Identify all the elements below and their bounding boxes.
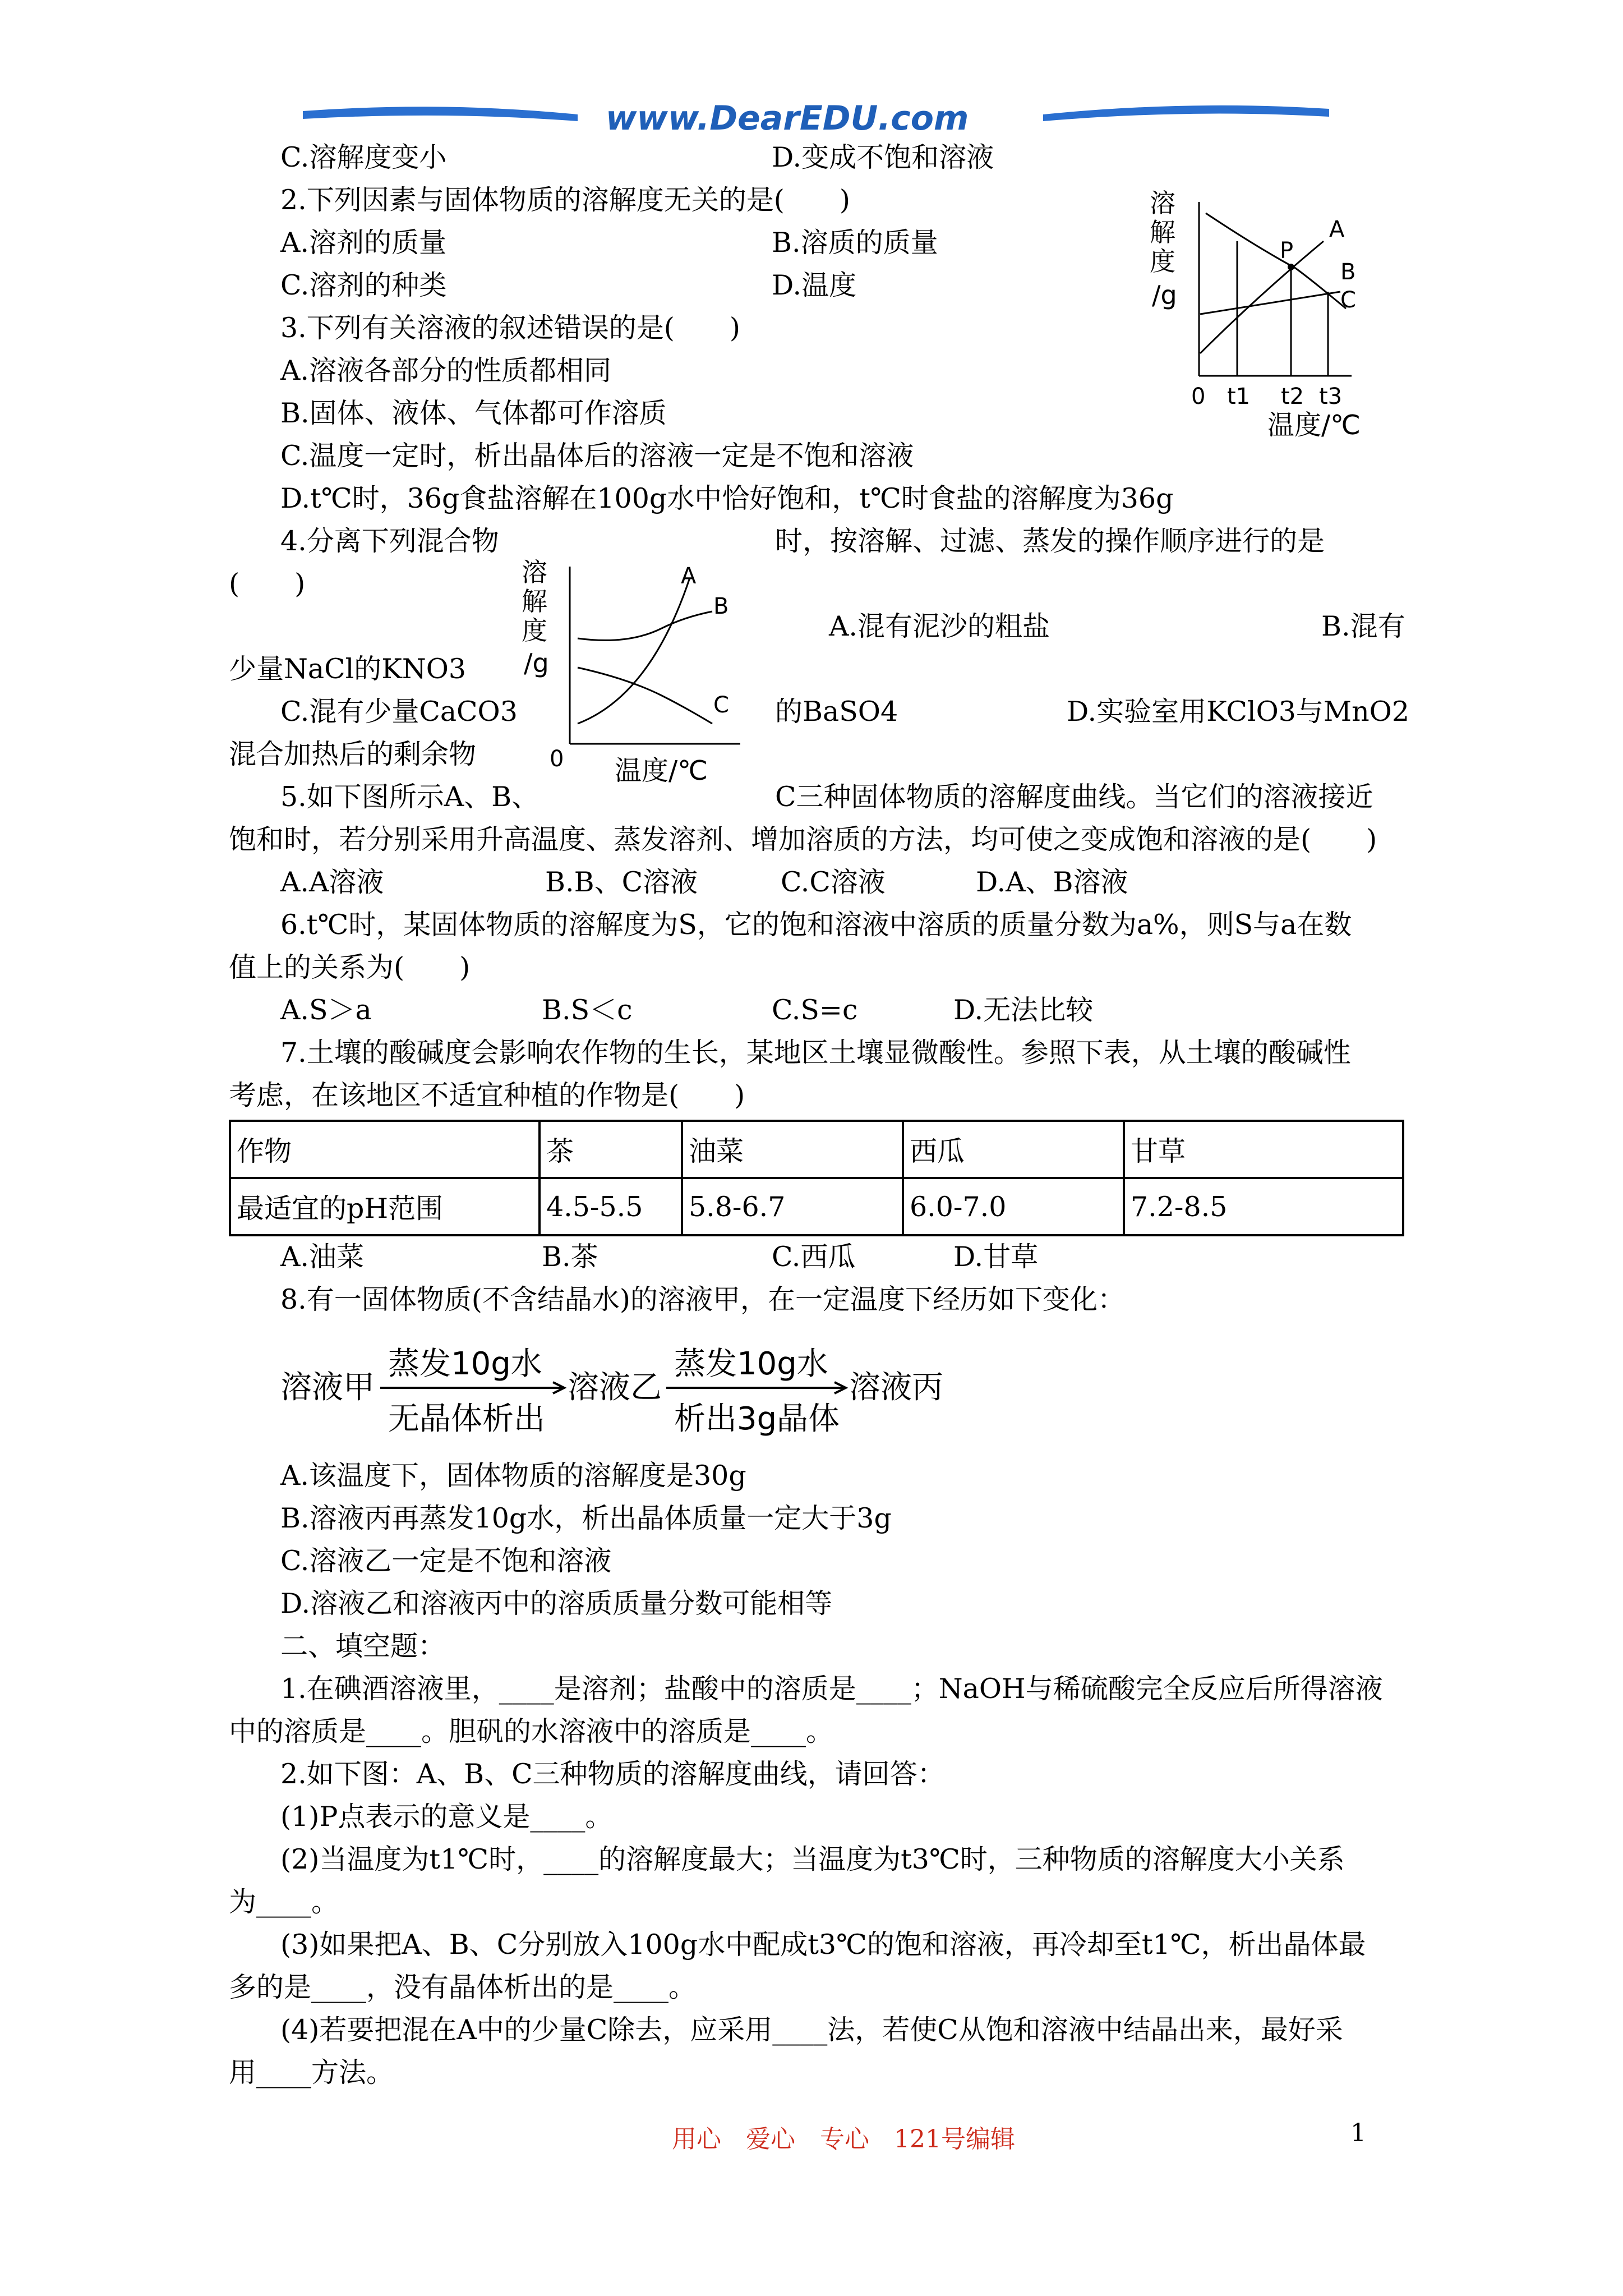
text-line: D.无法比较	[953, 994, 1094, 1026]
g2-ylabel-3: 度	[522, 615, 547, 646]
text-line: (3)如果把A、B、C分别放入100g水中配成t3℃的饱和溶液，再冷却至t1℃，析出晶体最	[280, 1929, 1366, 1961]
text-line: C.S=c	[772, 994, 858, 1026]
flow-step2-bottom: 析出3g晶体	[674, 1401, 840, 1437]
text-line: C.混有少量CaCO3	[280, 696, 518, 728]
text-line: ( )	[229, 568, 306, 600]
text-line: D.t℃时，36g食盐溶解在100g水中恰好饱和，t℃时食盐的溶解度为36g	[280, 482, 1174, 514]
flow-end: 溶液丙	[849, 1369, 943, 1406]
g2-xlabel: 温度/℃	[615, 755, 708, 786]
text-line: C.溶剂的种类	[280, 269, 447, 301]
text-line: B.固体、液体、气体都可作溶质	[280, 397, 667, 429]
text-line: D.实验室用KClO3与MnO2	[1067, 696, 1409, 728]
text-line: C.温度一定时，析出晶体后的溶液一定是不饱和溶液	[280, 440, 914, 472]
table-cell: 茶	[540, 1121, 682, 1178]
text-line: A.溶剂的质量	[280, 227, 446, 259]
g2-curve-b: B	[713, 593, 729, 619]
text-line: 8.有一固体物质(不含结晶水)的溶液甲，在一定温度下经历如下变化：	[280, 1283, 1125, 1315]
text-line: 用____方法。	[229, 2056, 394, 2088]
text-line: 6.t℃时，某固体物质的溶解度为S，它的饱和溶液中溶质的质量分数为a%，则S与a在数	[280, 909, 1352, 941]
table-cell: 4.5-5.5	[540, 1178, 682, 1235]
table-cell: 7.2-8.5	[1124, 1178, 1403, 1235]
flow-diagram	[280, 1335, 976, 1442]
text-line: A.溶液各部分的性质都相同	[280, 355, 611, 386]
g2-curve-a: A	[681, 563, 697, 589]
text-line: C.C溶液	[781, 866, 886, 898]
g2-ylabel-1: 溶	[522, 557, 547, 587]
text-line: 考虑，在该地区不适宜种植的作物是( )	[229, 1079, 745, 1111]
text-line: B.S＜c	[542, 994, 633, 1026]
table-cell: 5.8-6.7	[682, 1178, 903, 1235]
table-row	[230, 1178, 1403, 1235]
text-line: B.B、C溶液	[545, 866, 698, 898]
text-line: A.油菜	[280, 1241, 364, 1273]
site-url[interactable]: www.DearEDU.com	[606, 99, 969, 138]
g2-curve-c: C	[713, 692, 729, 718]
text-line: D.温度	[772, 269, 857, 301]
text-line: 2.下列因素与固体物质的溶解度无关的是( )	[280, 184, 850, 216]
text-line: 3.下列有关溶液的叙述错误的是( )	[280, 312, 740, 344]
g1-origin: 0	[1191, 384, 1206, 409]
g1-ylabel-1: 溶	[1150, 188, 1175, 218]
g1-xlabel: 温度/℃	[1267, 409, 1361, 441]
text-line: B.溶质的质量	[772, 227, 938, 259]
text-line: D.溶液乙和溶液丙中的溶质质量分数可能相等	[280, 1588, 833, 1619]
g2-origin: 0	[550, 746, 564, 772]
g1-point-p: P	[1280, 238, 1294, 264]
table-cell: 西瓜	[903, 1121, 1124, 1178]
flow-step1-top: 蒸发10g水	[388, 1346, 542, 1382]
flow-step1-bottom: 无晶体析出	[388, 1401, 545, 1437]
text-line: (1)P点表示的意义是____。	[280, 1801, 613, 1833]
table-cell: 作物	[230, 1121, 540, 1178]
footer-text: 用心 爱心 专心 121号编辑	[672, 2125, 1015, 2154]
g1-curve-b: B	[1340, 259, 1356, 285]
text-line: A.混有泥沙的粗盐	[829, 610, 1050, 642]
g1-curve-a: A	[1329, 217, 1345, 242]
text-line: B.混有	[1321, 610, 1405, 642]
text-line: 为____。	[229, 1886, 339, 1918]
text-line: 值上的关系为( )	[229, 951, 471, 983]
g1-tick-t1: t1	[1227, 384, 1251, 409]
text-line: 二、填空题：	[280, 1630, 446, 1662]
text-line: C.溶解度变小	[280, 141, 447, 173]
table-cell: 最适宜的pH范围	[230, 1178, 540, 1235]
flow-mid: 溶液乙	[568, 1369, 662, 1406]
table-cell: 6.0-7.0	[903, 1178, 1124, 1235]
text-line: C.溶液乙一定是不饱和溶液	[280, 1545, 612, 1577]
g2-ylabel-4: /g	[524, 648, 549, 678]
text-line: (2)当温度为t1℃时，____的溶解度最大；当温度为t3℃时，三种物质的溶解度大小关系	[280, 1843, 1345, 1875]
g1-ylabel-4: /g	[1152, 280, 1177, 310]
flow-step2-top: 蒸发10g水	[674, 1346, 828, 1382]
solubility-graph-1	[1144, 185, 1402, 443]
text-line: A.A溶液	[280, 866, 384, 898]
text-line: D.变成不饱和溶液	[772, 141, 994, 173]
text-line: 5.如下图所示A、B、	[280, 781, 540, 813]
ph-table	[229, 1120, 1404, 1236]
text-line: A.该温度下，固体物质的溶解度是30g	[280, 1460, 746, 1492]
g1-tick-t2: t2	[1281, 384, 1304, 409]
text-line: 7.土壤的酸碱度会影响农作物的生长，某地区土壤显微酸性。参照下表，从土壤的酸碱性	[280, 1037, 1351, 1069]
text-line: 的BaSO4	[775, 696, 898, 728]
g1-ylabel-3: 度	[1150, 246, 1175, 277]
text-line: D.A、B溶液	[976, 866, 1128, 898]
text-line: B.溶液丙再蒸发10g水，析出晶体质量一定大于3g	[280, 1502, 892, 1534]
text-line: 多的是____，没有晶体析出的是____。	[229, 1971, 697, 2003]
text-line: 少量NaCl的KNO3	[229, 653, 467, 685]
text-line: A.S＞a	[280, 994, 372, 1026]
text-line: C三种固体物质的溶解度曲线。当它们的溶液接近	[775, 781, 1373, 813]
text-line: 混合加热后的剩余物	[229, 738, 477, 770]
text-line: 饱和时，若分别采用升高温度、蒸发溶剂、增加溶质的方法，均可使之变成饱和溶液的是( )	[229, 823, 1377, 855]
page-number: 1	[1350, 2119, 1366, 2147]
g1-ylabel-2: 解	[1150, 217, 1175, 247]
text-line: (4)若要把混在A中的少量C除去，应采用____法，若使C从饱和溶液中结晶出来，最好采	[280, 2014, 1343, 2046]
text-line: 1.在碘酒溶液里，____是溶剂；盐酸中的溶质是____；NaOH与稀硫酸完全反应后所得溶液	[280, 1673, 1383, 1705]
g2-ylabel-2: 解	[522, 586, 547, 616]
table-cell: 油菜	[682, 1121, 903, 1178]
g1-curve-c: C	[1340, 287, 1356, 313]
text-line: C.西瓜	[772, 1241, 856, 1273]
text-line: B.茶	[542, 1241, 598, 1273]
table-row	[230, 1121, 1403, 1178]
g1-tick-t3: t3	[1319, 384, 1343, 409]
solubility-graph-2	[516, 555, 751, 791]
text-line: 时，按溶解、过滤、蒸发的操作顺序进行的是	[775, 525, 1325, 557]
text-line: 中的溶质是____。胆矾的水溶液中的溶质是____。	[229, 1715, 834, 1747]
text-line: 4.分离下列混合物	[280, 525, 499, 557]
text-line: D.甘草	[953, 1241, 1039, 1273]
text-line: 2.如下图：A、B、C三种物质的溶解度曲线，请回答：	[280, 1758, 945, 1790]
table-cell: 甘草	[1124, 1121, 1403, 1178]
flow-start: 溶液甲	[280, 1369, 375, 1406]
